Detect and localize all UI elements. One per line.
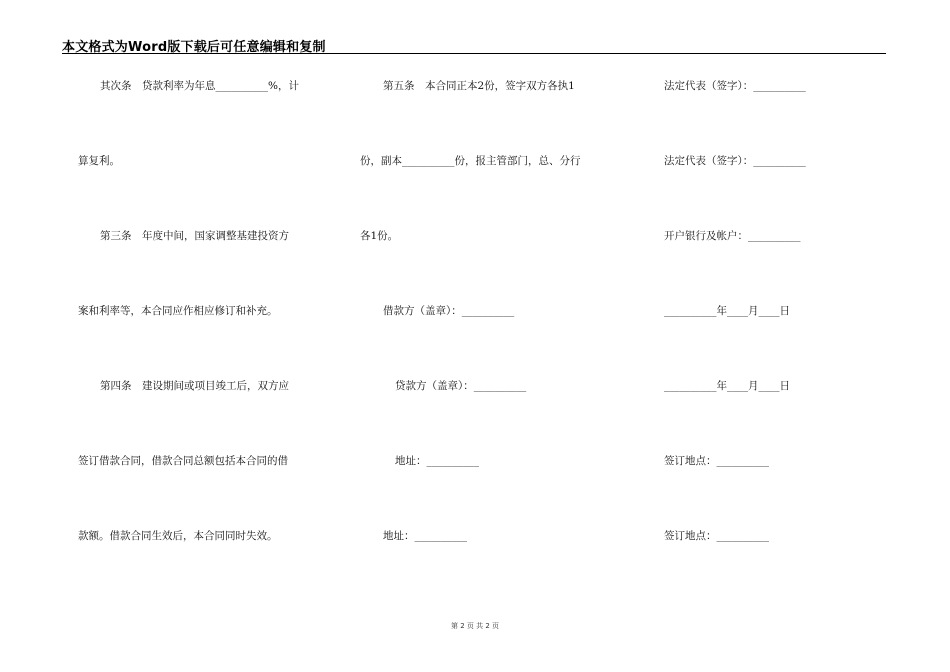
col3-line4: __________年____月____日 xyxy=(664,305,790,317)
page-indicator: 第 2 页 共 2 页 xyxy=(450,622,500,630)
col1-line5: 第四条 建设期间或项目竣工后，双方应 xyxy=(100,380,289,392)
col2-line5: 贷款方（盖章）：__________ xyxy=(395,380,527,392)
col1-line3: 第三条 年度中间，国家调整基建投资方 xyxy=(100,230,289,242)
col2-line6: 地址：__________ xyxy=(395,455,479,467)
col1-line6: 签订借款合同，借款合同总额包括本合同的借 xyxy=(78,455,288,467)
col3-line2: 法定代表（签字）：__________ xyxy=(664,155,806,167)
col3-line7: 签订地点：__________ xyxy=(664,530,769,542)
col1-line1: 其次条 贷款利率为年息__________%，计 xyxy=(100,80,299,92)
col1-line2: 算复利。 xyxy=(78,155,120,167)
col3-line6: 签订地点：__________ xyxy=(664,455,769,467)
header-divider xyxy=(62,53,886,54)
col2-line4: 借款方（盖章）：__________ xyxy=(383,305,515,317)
header-title: 本文格式为Word版下载后可任意编辑和复制 xyxy=(62,40,326,55)
col2-line1: 第五条 本合同正本2份，签字双方各执1 xyxy=(383,80,575,92)
col3-line5: __________年____月____日 xyxy=(664,380,790,392)
col2-line3: 各1份。 xyxy=(360,230,399,242)
col2-line2: 份，副本__________份，报主管部门，总、分行 xyxy=(360,155,581,167)
col1-line7: 款额。借款合同生效后，本合同同时失效。 xyxy=(78,530,278,542)
col1-line4: 案和利率等，本合同应作相应修订和补充。 xyxy=(78,305,278,317)
col3-line3: 开户银行及帐户：__________ xyxy=(664,230,801,242)
col2-line7: 地址：__________ xyxy=(383,530,467,542)
col3-line1: 法定代表（签字）：__________ xyxy=(664,80,806,92)
